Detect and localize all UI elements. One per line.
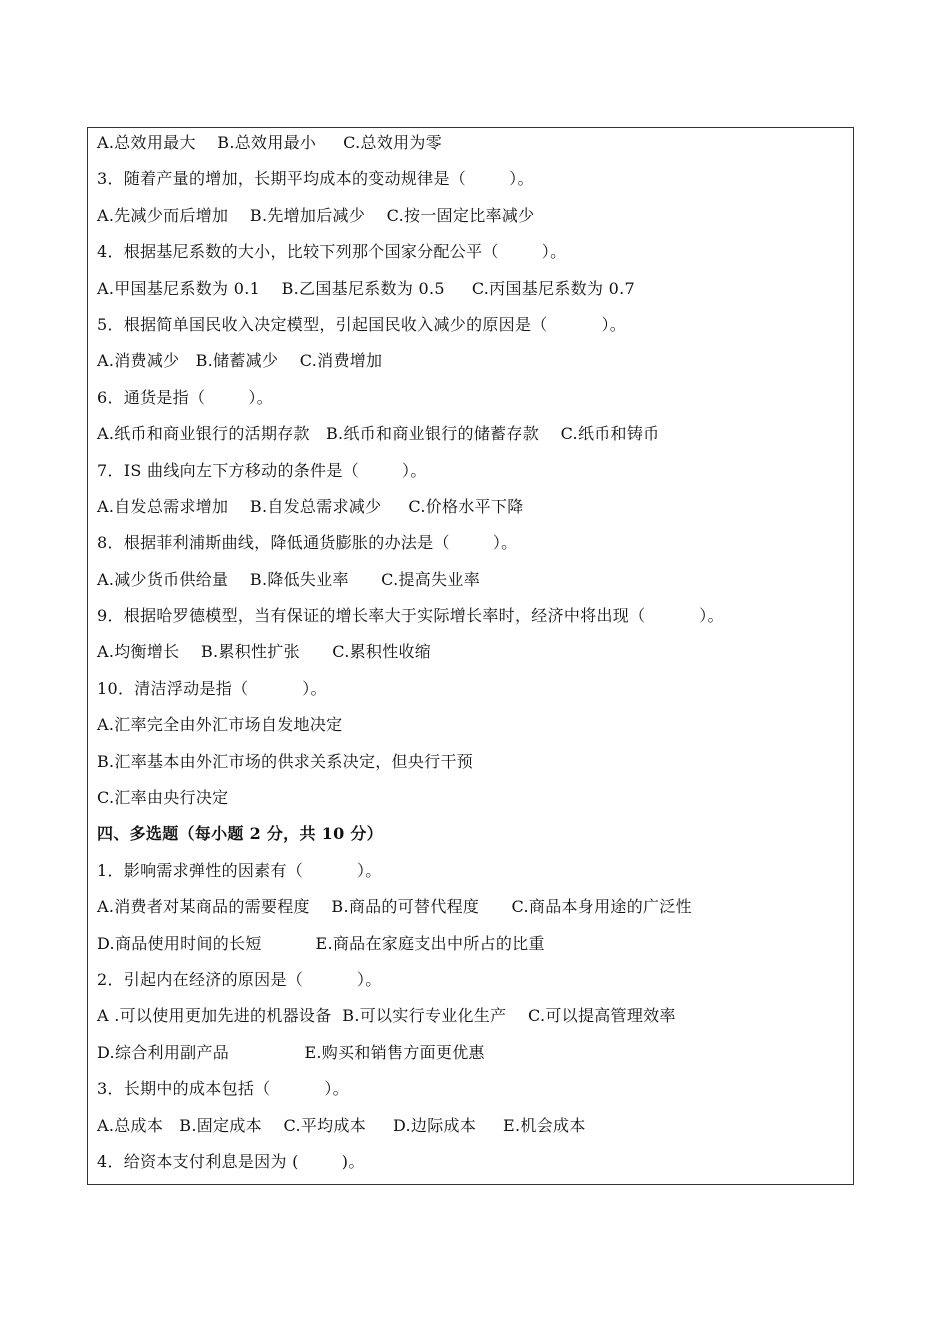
- options-line: C.汇率由央行决定: [97, 788, 229, 808]
- options-line: A.汇率完全由外汇市场自发地决定: [97, 715, 343, 735]
- question-line: 6．通货是指（ ）。: [97, 387, 273, 407]
- question-line: 3．随着产量的增加，长期平均成本的变动规律是（ ）。: [97, 169, 534, 189]
- options-line: A .可以使用更加先进的机器设备 B.可以实行专业化生产 C.可以提高管理效率: [97, 1006, 676, 1026]
- options-line: A.均衡增长 B.累积性扩张 C.累积性收缩: [97, 642, 432, 662]
- question-line: 10．清洁浮动是指（ ）。: [97, 678, 327, 698]
- options-line: B.汇率基本由外汇市场的供求关系决定，但央行干预: [97, 751, 474, 771]
- options-line: D.综合利用副产品 E.购买和销售方面更优惠: [97, 1042, 485, 1062]
- options-line: A.先减少而后增加 B.先增加后减少 C.按一固定比率减少: [97, 205, 535, 225]
- options-line: A.消费减少 B.储蓄减少 C.消费增加: [97, 351, 383, 371]
- question-line: 1．影响需求弹性的因素有（ ）。: [97, 860, 382, 880]
- section-heading: 四、多选题（每小题 2 分，共 10 分）: [97, 824, 383, 844]
- text-line: A.总效用最大 B.总效用最小 C.总效用为零: [97, 133, 443, 152]
- question-line: 3．长期中的成本包括（ ）。: [97, 1079, 349, 1099]
- question-list: [97, 127, 847, 1184]
- question-line: 8．根据菲利浦斯曲线，降低通货膨胀的办法是（ ）。: [97, 533, 518, 553]
- question-line: 9．根据哈罗德模型，当有保证的增长率大于实际增长率时，经济中将出现（ ）。: [97, 606, 724, 626]
- options-line: A.总成本 B.固定成本 C.平均成本 D.边际成本 E.机会成本: [97, 1115, 586, 1135]
- question-line: 4．给资本支付利息是因为 ( )。: [97, 1151, 365, 1171]
- options-line: A.甲国基尼系数为 0.1 B.乙国基尼系数为 0.5 C.丙国基尼系数为 0.7: [97, 278, 636, 298]
- question-line: 4．根据基尼系数的大小，比较下列那个国家分配公平（ ）。: [97, 242, 567, 262]
- options-line: D.商品使用时间的长短 E.商品在家庭支出中所占的比重: [97, 933, 545, 953]
- options-line: A.消费者对某商品的需要程度 B.商品的可替代程度 C.商品本身用途的广泛性: [97, 897, 692, 917]
- question-line: 5．根据简单国民收入决定模型，引起国民收入减少的原因是（ ）。: [97, 314, 627, 334]
- question-line: 7．IS 曲线向左下方移动的条件是（ ）。: [97, 460, 427, 480]
- options-line: A.自发总需求增加 B.自发总需求减少 C.价格水平下降: [97, 496, 524, 516]
- options-line: A.减少货币供给量 B.降低失业率 C.提高失业率: [97, 569, 481, 589]
- options-line: A.纸币和商业银行的活期存款 B.纸币和商业银行的储蓄存款 C.纸币和铸币: [97, 424, 660, 444]
- question-line: 2．引起内在经济的原因是（ ）。: [97, 969, 382, 989]
